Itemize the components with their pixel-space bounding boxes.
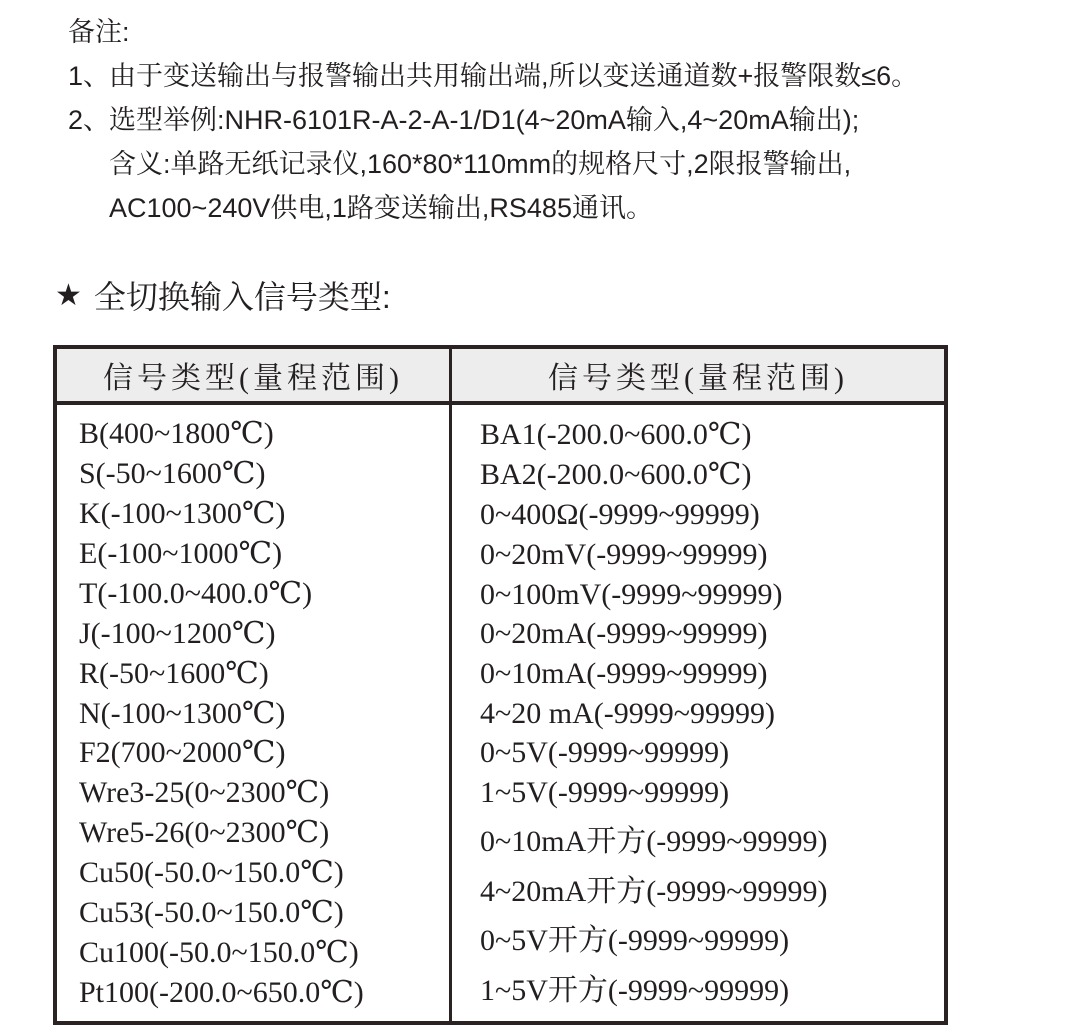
table-row: R(-50~1600℃) [79,656,269,690]
note-number: 1、 [68,61,111,91]
note-line: 由于变送输出与报警输出共用输出端,所以变送通道数+报警限数≤6。 [109,61,919,91]
table-row: Cu100(-50.0~150.0℃) [79,936,359,970]
note-line: 选型举例:NHR-6101R-A-2-A-1/D1(4~20mA输入,4~20mA输出); [109,105,860,135]
table-row: 4~20 mA(-9999~99999) [480,696,775,730]
note-item-2 [68,98,1080,230]
table-row: Wre5-26(0~2300℃) [79,816,330,850]
note-line: AC100~240V供电,1路变送输出,RS485通讯。 [109,193,653,223]
table-row: 0~400Ω(-9999~99999) [480,498,760,532]
column-header: 信号类型(量程范围) [57,349,449,405]
signal-type-table [53,345,948,1025]
table-row: K(-100~1300℃) [79,496,286,530]
notes-section [68,0,1080,230]
table-row: 4~20mA开方(-9999~99999) [480,874,828,908]
table-row: J(-100~1200℃) [79,616,276,650]
table-row: 0~20mA(-9999~99999) [480,617,768,651]
note-number: 2、 [68,105,111,135]
notes-title: 备注: [68,17,130,47]
table-row: 1~5V(-9999~99999) [480,776,730,810]
table-row: Cu53(-50.0~150.0℃) [79,896,344,930]
table-row: N(-100~1300℃) [79,696,286,730]
table-row: Cu50(-50.0~150.0℃) [79,856,344,890]
section-heading [55,272,1080,318]
table-row: B(400~1800℃) [79,416,274,450]
table-row: Wre3-25(0~2300℃) [79,776,330,810]
note-text [109,98,1080,230]
note-text [109,54,1080,98]
table-row: 0~10mA开方(-9999~99999) [480,824,828,858]
column-body-left [57,405,449,1021]
table-row: F2(700~2000℃) [79,736,286,770]
table-row: 0~5V(-9999~99999) [480,736,730,770]
table-row: 0~100mV(-9999~99999) [480,577,783,611]
table-row: 0~20mV(-9999~99999) [480,537,768,571]
column-body-right [452,405,944,1021]
note-item-1 [68,54,1080,98]
table-column-left [57,349,452,1021]
table-row: BA1(-200.0~600.0℃) [480,417,752,451]
column-header: 信号类型(量程范围) [452,349,944,405]
table-row: T(-100.0~400.0℃) [79,576,313,610]
table-row: S(-50~1600℃) [79,456,266,490]
star-icon: ★ [55,278,82,312]
table-row: BA2(-200.0~600.0℃) [480,458,752,492]
note-line: 含义:单路无纸记录仪,160*80*110mm的规格尺寸,2限报警输出, [109,149,852,179]
table-column-right [452,349,944,1021]
table-row: E(-100~1000℃) [79,536,283,570]
table-row: 0~10mA(-9999~99999) [480,657,768,691]
table-row: 1~5V开方(-9999~99999) [480,974,790,1008]
section-heading-text: 全切换输入信号类型: [93,279,391,315]
table-row: 0~5V开方(-9999~99999) [480,924,790,958]
table-row: Pt100(-200.0~650.0℃) [79,976,364,1010]
